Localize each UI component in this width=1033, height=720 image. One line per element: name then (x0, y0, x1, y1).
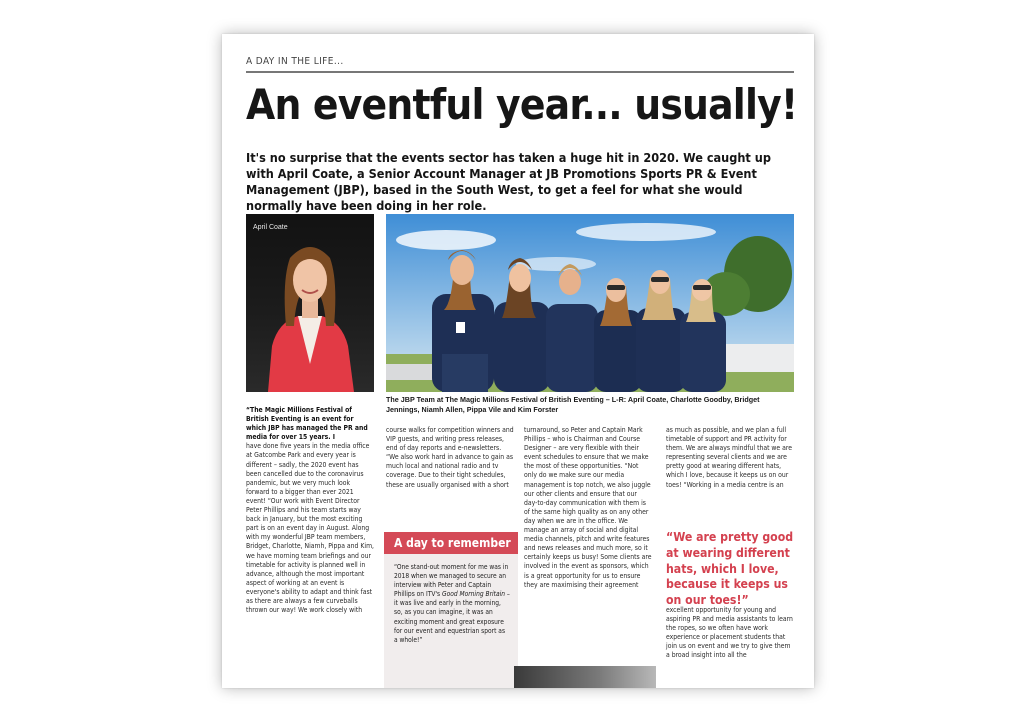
sidebar-box-body (384, 554, 518, 688)
team-photo (386, 214, 794, 392)
body-paragraph-4: as much as possible, and we plan a full timetable of support and PR activity for them. We are always mindful that we are representing several clients and we are pretty good at wearing different hats, which I love, because it keeps us on our toes! “Working in a media centre is an (666, 426, 793, 489)
body-column-4 (666, 426, 794, 490)
sidebar-box-heading: A day to remember (384, 532, 518, 554)
box-text-a: “One stand-out moment for me was in 2018 when we managed to secure an interview with Peter and Captain Phillips on ITV's (394, 563, 509, 599)
body-paragraph-3: turnaround, so Peter and Captain Mark Phillips – who is Chairman and Course Designer – are very flexible with their event schedules to ensure that we make the most of these opportunities. “Not only do we make sure our media management is top notch, we also juggle our other clients and ensure that our day-to-day communication with them is of the same high quality as on any other day when we are in the office. We manage an array of social and digital media channels, pitch and write features and news releases and much more, so it certainly keeps us busy! Some clients are involved in the event as sponsors, which is a great opportunity for us to ensure they are maximising their agreement (524, 426, 652, 589)
body-paragraph-2: course walks for competition winners and VIP guests, and writing press releases, end of day reports and e-newsletters. “We also work hard in advance to gain as much local and national radio and tv coverage. Due to their tight schedules, these are usually organised with a short (386, 426, 514, 489)
body-paragraph-5: excellent opportunity for young and aspiring PR and media assistants to learn the ropes, so we often have work experience or placement students that join us on event and we try to give them a broad insight into all the (666, 606, 793, 660)
photo-caption: The JBP Team at The Magic Millions Festival of British Eventing – L-R: April Coate, Charlotte Goodby, Bridget Jennings, Niamh Allen, Pippa Vile and Kim Forster (386, 395, 760, 414)
headline: An eventful year... usually! (246, 80, 798, 129)
box-programme-title: Good Morning Britain (441, 590, 506, 599)
bottom-photo-strip (514, 666, 656, 688)
header-rule (246, 71, 794, 73)
lead-paragraph: “The Magic Millions Festival of British Eventing is an event for which JBP has managed the PR and media for over 15 years. I (246, 406, 368, 442)
section-label: A DAY IN THE LIFE... (246, 56, 344, 67)
body-column-2 (386, 426, 514, 490)
box-text-b: – it was live and early in the morning, so, as you can imagine, it was an exciting moment and great exposure for our event and equestrian sport as a whole!” (394, 590, 510, 644)
body-column-1 (246, 406, 374, 615)
body-column-5 (666, 606, 794, 661)
body-paragraph-1: have done five years in the media office at Gatcombe Park and every year is different – sadly, the 2020 event has been cancelled due to the coronavirus pandemic, but we very much look forward to a bigger than ever 2021 event! “Our work with Event Director Peter Phillips and his team starts way back in January, but the most exciting part is on an event day in August. Along with my wonderful JBP team members, Bridget, Charlotte, Niamh, Pippa and Kim, we have morning team briefings and our timetable for activity is planned well in advance, although the most important aspect of working at an event is everyone's ability to adapt and think fast as there are always a few curveballs thrown our way! We work closely with (246, 442, 374, 615)
portrait-photo (246, 214, 374, 392)
portrait-tag: April Coate (253, 224, 288, 231)
body-column-3 (524, 426, 652, 590)
magazine-page (222, 34, 814, 688)
portrait-illustration (246, 214, 374, 392)
standfirst: It's no surprise that the events sector has taken a huge hit in 2020. We caught up with April Coate, a Senior Account Manager at JB Promotions Sports PR & Event Management (JBP), based in the South West, to get a feel for what she would normally have been doing in her role. (246, 150, 771, 213)
team-photo-illustration (386, 214, 794, 392)
pull-quote: “We are pretty good at wearing different hats, which I love, because it keeps us on our toes!” (666, 530, 794, 608)
